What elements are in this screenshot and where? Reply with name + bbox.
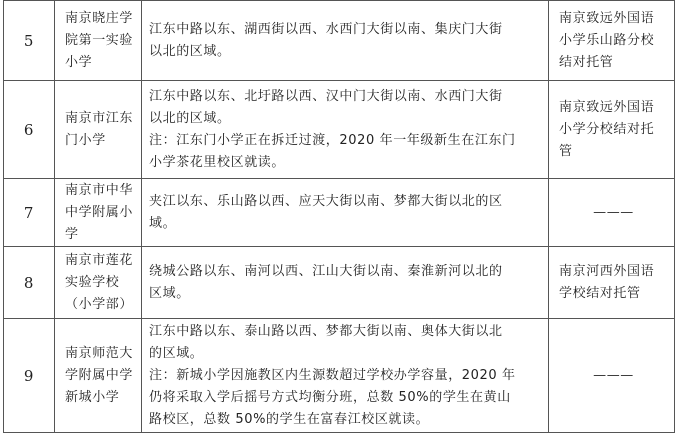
text-line: 院第一实验 <box>65 32 134 48</box>
row-number: 5 <box>4 1 55 81</box>
partner-school <box>549 179 675 247</box>
text-line: 新城小学 <box>65 389 120 405</box>
text-line: 注：江东门小学正在拆迁过渡，2020 年一年级新生在江东门 <box>149 132 516 148</box>
text-line: 学附属中学 <box>65 367 134 383</box>
text-line: 小学乐山路分校 <box>559 32 655 48</box>
school-name <box>55 1 142 81</box>
school-name <box>55 81 142 179</box>
text-line: （小学部） <box>65 296 134 312</box>
enrollment-area <box>142 247 549 319</box>
text-line: 结对托管 <box>559 54 614 70</box>
text-line: 实验学校 <box>65 274 120 290</box>
text-line: 南京市莲花 <box>65 252 134 268</box>
text-line: 域。 <box>149 215 177 231</box>
text-line: 南京致远外国语 <box>559 10 655 26</box>
text-line: 管 <box>559 143 573 159</box>
text-line: 以北的区域。 <box>149 43 231 59</box>
text-line: 江东中路以东、北圩路以西、汉中门大街以南、水西门大街 <box>149 88 503 104</box>
text-line: 江东中路以东、泰山路以西、梦都大街以南、奥体大街以北 <box>149 323 503 339</box>
partner-school <box>549 1 675 81</box>
text-line: 以北的区域。 <box>149 110 231 126</box>
text-line: 小学茶花里校区就读。 <box>149 154 286 170</box>
table-row <box>4 81 675 179</box>
text-line: 中学附属小 <box>65 204 134 220</box>
text-line: 夹江以东、乐山路以西、应天大街以南、梦都大街以北的区 <box>149 193 503 209</box>
school-district-table <box>3 0 675 433</box>
text-line: 的区域。 <box>149 345 204 361</box>
text-line: 南京晓庄学 <box>65 10 134 26</box>
empty-dash: ——— <box>593 367 634 383</box>
empty-dash: ——— <box>593 204 634 220</box>
enrollment-area <box>142 319 549 433</box>
table-row <box>4 247 675 319</box>
row-number: 7 <box>4 179 55 247</box>
partner-school <box>549 247 675 319</box>
partner-school <box>549 319 675 433</box>
text-line: 南京师范大 <box>65 345 134 361</box>
school-name <box>55 179 142 247</box>
text-line: 小学分校结对托 <box>559 121 655 137</box>
text-line: 南京市江东 <box>65 110 134 126</box>
row-number: 9 <box>4 319 55 433</box>
text-line: 路校区，总数 50%的学生在富春江校区就读。 <box>149 411 430 427</box>
table-row <box>4 1 675 81</box>
school-name <box>55 319 142 433</box>
school-name <box>55 247 142 319</box>
text-line: 注：新城小学因施教区内生源数超过学校办学容量，2020 年 <box>149 367 516 383</box>
text-line: 南京致远外国语 <box>559 99 655 115</box>
partner-school <box>549 81 675 179</box>
text-line: 南京市中华 <box>65 182 134 198</box>
text-line: 绕城公路以东、南河以西、江山大街以南、秦淮新河以北的 <box>149 263 503 279</box>
text-line: 门小学 <box>65 132 106 148</box>
text-line: 区域。 <box>149 285 190 301</box>
row-number: 8 <box>4 247 55 319</box>
text-line: 学 <box>65 226 79 242</box>
text-line: 南京河西外国语 <box>559 263 655 279</box>
text-line: 仍将采取入学后摇号方式均衡分班，总数 50%的学生在黄山 <box>149 389 511 405</box>
table-row <box>4 319 675 433</box>
table-row <box>4 179 675 247</box>
row-number: 6 <box>4 81 55 179</box>
text-line: 江东中路以东、湖西街以西、水西门大街以南、集庆门大街 <box>149 21 503 37</box>
enrollment-area <box>142 179 549 247</box>
text-line: 学校结对托管 <box>559 285 641 301</box>
enrollment-area <box>142 1 549 81</box>
text-line: 小学 <box>65 54 93 70</box>
enrollment-area <box>142 81 549 179</box>
